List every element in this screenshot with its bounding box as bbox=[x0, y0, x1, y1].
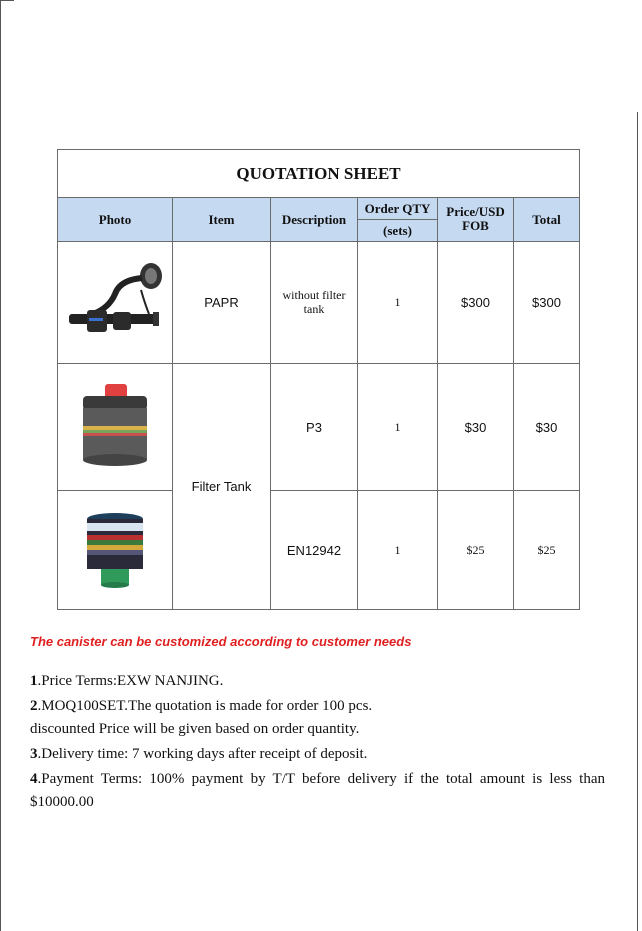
term-item bbox=[30, 695, 605, 718]
qty-cell: 1 bbox=[358, 242, 438, 364]
table-row bbox=[58, 242, 580, 364]
page-border-left bbox=[0, 0, 1, 931]
qty-cell: 1 bbox=[358, 364, 438, 491]
description-cell: P3 bbox=[271, 364, 358, 491]
term-text: .Price Terms:EXW NANJING. bbox=[37, 673, 224, 689]
term-text: .MOQ100SET.The quotation is made for order 100 pcs. bbox=[37, 698, 373, 714]
term-item bbox=[30, 768, 605, 814]
description-cell bbox=[271, 242, 358, 364]
header-order-qty: Order QTY bbox=[358, 198, 438, 220]
term-text: .Payment Terms: 100% payment by T/T before delivery if the total amount is less than $10000.00 bbox=[30, 771, 605, 810]
term-text: discounted Price will be given based on order quantity. bbox=[30, 721, 360, 737]
total-cell: $300 bbox=[514, 242, 580, 364]
term-number: 3 bbox=[30, 746, 38, 762]
header-description: Description bbox=[271, 198, 358, 242]
photo-cell bbox=[58, 364, 173, 491]
term-number: 2 bbox=[30, 698, 38, 714]
total-cell: $30 bbox=[514, 364, 580, 491]
table-row bbox=[58, 491, 580, 610]
qty-cell: 1 bbox=[358, 491, 438, 610]
photo-cell bbox=[58, 242, 173, 364]
price-cell: $25 bbox=[438, 491, 514, 610]
filter-canister-icon bbox=[77, 507, 153, 593]
term-text: .Delivery time: 7 working days after receipt of deposit. bbox=[37, 746, 368, 762]
term-number: 1 bbox=[30, 673, 38, 689]
header-price-label: Price/USD FOB bbox=[446, 204, 505, 233]
page-border-top bbox=[0, 0, 14, 1]
terms-list bbox=[30, 670, 605, 816]
table-row bbox=[58, 364, 580, 491]
term-item bbox=[30, 670, 605, 693]
item-cell: PAPR bbox=[173, 242, 271, 364]
photo-cell bbox=[58, 491, 173, 610]
description-text: without filter tank bbox=[282, 288, 346, 316]
customization-note: The canister can be customized according to customer needs bbox=[30, 634, 412, 649]
header-total: Total bbox=[514, 198, 580, 242]
papr-respirator-icon bbox=[65, 260, 165, 346]
price-cell: $300 bbox=[438, 242, 514, 364]
term-item bbox=[30, 743, 605, 766]
header-item: Item bbox=[173, 198, 271, 242]
price-cell: $30 bbox=[438, 364, 514, 491]
description-cell: EN12942 bbox=[271, 491, 358, 610]
filter-canister-icon bbox=[75, 382, 155, 472]
header-order-qty-unit: (sets) bbox=[358, 220, 438, 242]
term-number: 4 bbox=[30, 771, 38, 787]
header-price bbox=[438, 198, 514, 242]
total-cell: $25 bbox=[514, 491, 580, 610]
item-cell: Filter Tank bbox=[173, 364, 271, 610]
quotation-table bbox=[57, 149, 580, 610]
term-item bbox=[30, 718, 605, 741]
header-photo: Photo bbox=[58, 198, 173, 242]
sheet-title: QUOTATION SHEET bbox=[58, 150, 580, 198]
page-border-right bbox=[637, 112, 638, 931]
